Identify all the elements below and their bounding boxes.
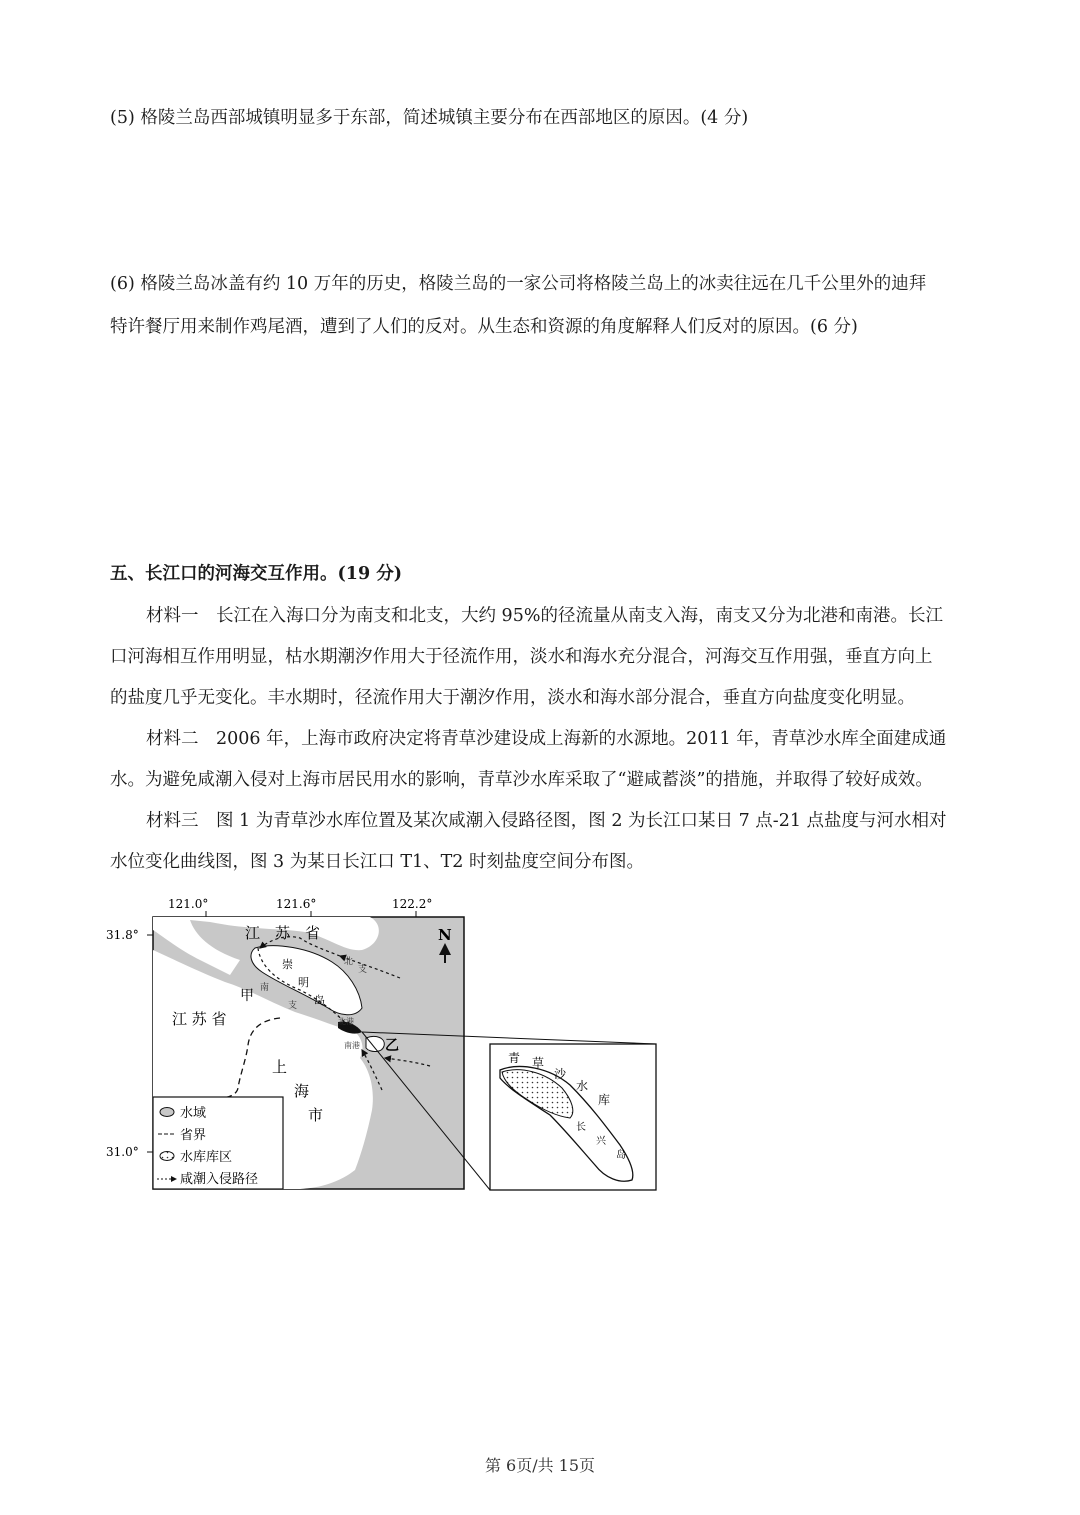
chongming-label-3: 岛: [314, 994, 325, 1007]
river-label-nan: 南: [260, 983, 270, 993]
river-label-bei: 北: [344, 957, 354, 967]
inset-island-label-1: 长: [576, 1122, 586, 1133]
lon-label-1222: 122.2°: [392, 897, 433, 911]
chongming-label-1: 崇: [282, 958, 293, 971]
inset-reservoir-label-3: 沙: [554, 1067, 567, 1081]
main-map: [106, 897, 464, 1189]
shanghai-label-2: 海: [294, 1082, 310, 1100]
river-label-zhi2: 支: [288, 1001, 298, 1011]
lat-label-310: 31.0°: [106, 1145, 139, 1159]
inset-island-label-3: 岛: [616, 1150, 626, 1161]
material-3-line1: 材料三 图 1 为青草沙水库位置及某次咸潮入侵路径图，图 2 为长江口某日 7 点-21 点盐度与河水相对: [146, 811, 947, 831]
legend-border: 省界: [180, 1128, 207, 1143]
inset-reservoir-label-1: 青: [508, 1051, 521, 1065]
question-6-line1: (6) 格陵兰岛冰盖有约 10 万年的历史，格陵兰岛的一家公司将格陵兰岛上的冰卖往远在几千公里外的迪拜: [110, 274, 927, 294]
yangtze-estuary-map-figure: [100, 890, 670, 1200]
river-label-nangang: 南港: [344, 1041, 360, 1050]
lon-label-1210: 121.0°: [168, 897, 209, 911]
chongming-label-2: 明: [298, 976, 309, 989]
material-3-line2: 水位变化曲线图，图 3 为某日长江口 T1、T2 时刻盐度空间分布图。: [110, 852, 644, 872]
legend-intrusion: 咸潮入侵路径: [180, 1172, 259, 1187]
river-label-zhi: 支: [358, 965, 368, 975]
legend-water: 水域: [180, 1106, 207, 1121]
river-label-beigang: 北港: [338, 1017, 354, 1026]
legend-reservoir: 水库库区: [180, 1150, 233, 1165]
section-5-title: 五、长江口的河海交互作用。(19 分): [110, 564, 403, 584]
lat-label-318: 31.8°: [106, 928, 139, 942]
shanghai-label-1: 上: [272, 1058, 288, 1076]
question-6-line2: 特许餐厅用来制作鸡尾酒，遭到了人们的反对。从生态和资源的角度解释人们反对的原因。(6 分): [110, 317, 858, 337]
material-1-line3: 的盐度几乎无变化。丰水期时，径流作用大于潮汐作用，淡水和海水部分混合，垂直方向盐度变化明显。: [110, 688, 915, 708]
legend-water-icon: [160, 1108, 174, 1117]
inset-island-label-2: 兴: [596, 1136, 606, 1147]
question-5: (5) 格陵兰岛西部城镇明显多于东部，简述城镇主要分布在西部地区的原因。(4 分): [110, 108, 749, 128]
lon-label-1216: 121.6°: [276, 897, 317, 911]
inset-reservoir-label-5: 库: [598, 1093, 611, 1107]
material-2-line2: 水。为避免咸潮入侵对上海市居民用水的影响，青草沙水库采取了“避咸蓄淡”的措施，并取得了较好成效。: [110, 770, 933, 790]
jiangsu-west-label: 江 苏 省: [172, 1010, 227, 1028]
point-yi-label: 乙: [385, 1038, 399, 1054]
jiangsu-north-label: 江 苏 省: [245, 924, 321, 942]
legend-reservoir-icon: [160, 1152, 174, 1161]
inset-reservoir-label-4: 水: [576, 1079, 589, 1093]
inset-reservoir-label-2: 草: [532, 1056, 545, 1070]
point-jia-label: 甲: [240, 988, 254, 1004]
material-1-line2: 口河海相互作用明显，枯水期潮汐作用大于径流作用，淡水和海水充分混合，河海交互作用强，垂直方向上: [110, 647, 933, 667]
inset-map: [490, 1044, 656, 1190]
material-2-line1: 材料二 2006 年，上海市政府决定将青草沙建设成上海新的水源地。2011 年，青草沙水库全面建成通: [146, 729, 947, 749]
shanghai-label-3: 市: [308, 1106, 324, 1124]
page-footer: 第 6页/共 15页: [484, 1456, 596, 1475]
material-1-line1: 材料一 长江在入海口分为南支和北支，大约 95%的径流量从南支入海，南支又分为北港和南港。长江: [146, 606, 943, 626]
north-arrow-label: N: [438, 926, 452, 944]
